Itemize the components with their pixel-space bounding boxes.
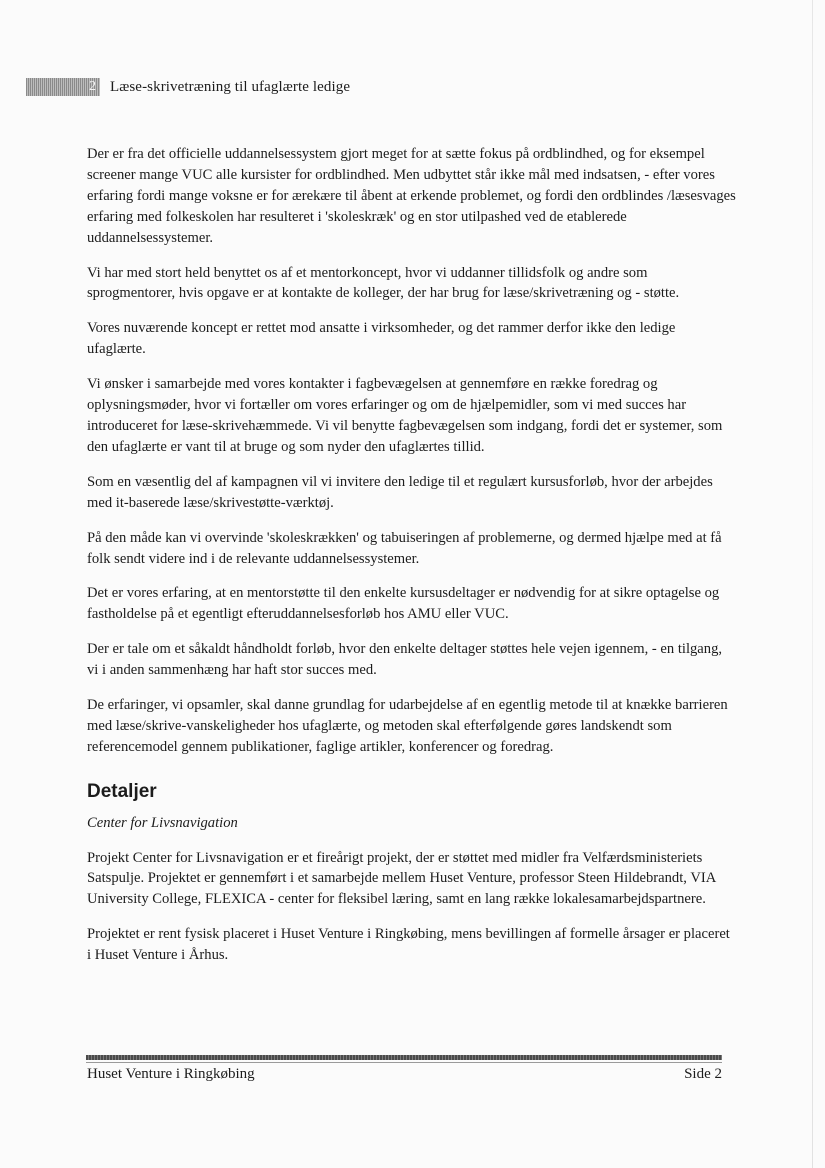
scan-edge	[812, 0, 813, 1168]
page-number-block	[26, 78, 100, 96]
body-paragraph: Vores nuværende koncept er rettet mod ansatte i virksomheder, og det rammer derfor ikke den ledige ufaglærte.	[87, 320, 676, 358]
body-paragraph: Der er tale om et såkaldt håndholdt forløb, hvor den enkelte deltager støttes hele vejen igennem, - en tilgang, vi i anden sammenhæng har haft stor succes med.	[87, 641, 723, 679]
details-paragraph: Projektet er rent fysisk placeret i Huset Venture i Ringkøbing, mens bevillingen af formelle årsager er placeret i Huset Venture i Århus.	[87, 926, 730, 964]
footer-page-label: Side 2	[684, 1066, 722, 1082]
section-heading-details: Detaljer	[87, 780, 157, 802]
footer-rule-thin	[86, 1062, 722, 1063]
body-paragraph: Vi ønsker i samarbejde med vores kontakter i fagbevægelsen at gennemføre en række foredrag og oplysningsmøder, hvor vi fortæller om vores erfaringer og om de hjælpemidler, som vi med succes har introduceret for læse-skrivehæmmede. Vi vil benytte fagbevægelsen som indgang, fordi det er systemer, som den ufaglærte er vant til at bruge og som nyder den ufaglærtes tillid.	[87, 376, 723, 455]
body-paragraph: Der er fra det officielle uddannelsessystem gjort meget for at sætte fokus på ordblindhed, og for eksempel screener mange VUC alle kursister for ordblindhed. Men udbyttet står ikke mål med indsatsen, - efter vores erfaring fordi mange voksne er for ærekære til åbent at erkende problemet, og fordi den ordblindes /læsesvages erfaring med folkeskolen har resulteret i 'skoleskræk' og en stor utilpashed ved de etablerede uddannelsessystemer.	[87, 146, 736, 246]
body-paragraph: På den måde kan vi overvinde 'skoleskrækken' og tabuiseringen af problemerne, og dermed hjælpe med at få folk sendt videre ind i de relevante uddannelsessystemer.	[87, 529, 722, 567]
body-paragraph: Som en væsentlig del af kampagnen vil vi invitere den ledige til et regulært kursusforløb, hvor der arbejdes med it-baserede læse/skrivestøtte-værktøj.	[87, 473, 713, 511]
document-body	[87, 144, 737, 980]
footer-organization: Huset Venture i Ringkøbing	[87, 1066, 255, 1082]
page-footer	[87, 1066, 722, 1083]
details-paragraph: Projekt Center for Livsnavigation er et fireårigt projekt, der er støttet med midler fra Velfærdsministeriets Satspulje. Projektet er gennemført i et samarbejde mellem Huset Venture, professor Steen Hildebrandt, VIA University College, FLEXICA - center for fleksibel læring, samt en lang række lokalesamarbejdspartnere.	[87, 849, 716, 908]
page-header	[26, 76, 350, 98]
body-paragraph: Vi har med stort held benyttet os af et mentorkoncept, hvor vi uddanner tillidsfolk og andre som sprogmentorer, hvis opgave er at kontakte de kolleger, der har brug for læse/skrivetræning og - støtte.	[87, 264, 680, 302]
header-page-number: 2	[89, 79, 96, 94]
body-paragraph: Det er vores erfaring, at en mentorstøtte til den enkelte kursusdeltager er nødvendig for at sikre optagelse og fastholdelse på et egentligt efteruddannelsesforløb hos AMU eller VUC.	[87, 585, 720, 623]
footer-rule	[86, 1055, 722, 1060]
body-paragraph: De erfaringer, vi opsamler, skal danne grundlag for udarbejdelse af en egentlig metode til at knække barrieren med læse/skrive-vanskeligheder hos ufaglærte, og metoden skal efterfølgende gøres landskendt som referencemodel gennem publikationer, faglige artikler, konferencer og foredrag.	[87, 697, 728, 755]
header-title: Læse-skrivetræning til ufaglærte ledige	[110, 78, 351, 95]
section-subheading: Center for Livsnavigation	[87, 814, 238, 831]
